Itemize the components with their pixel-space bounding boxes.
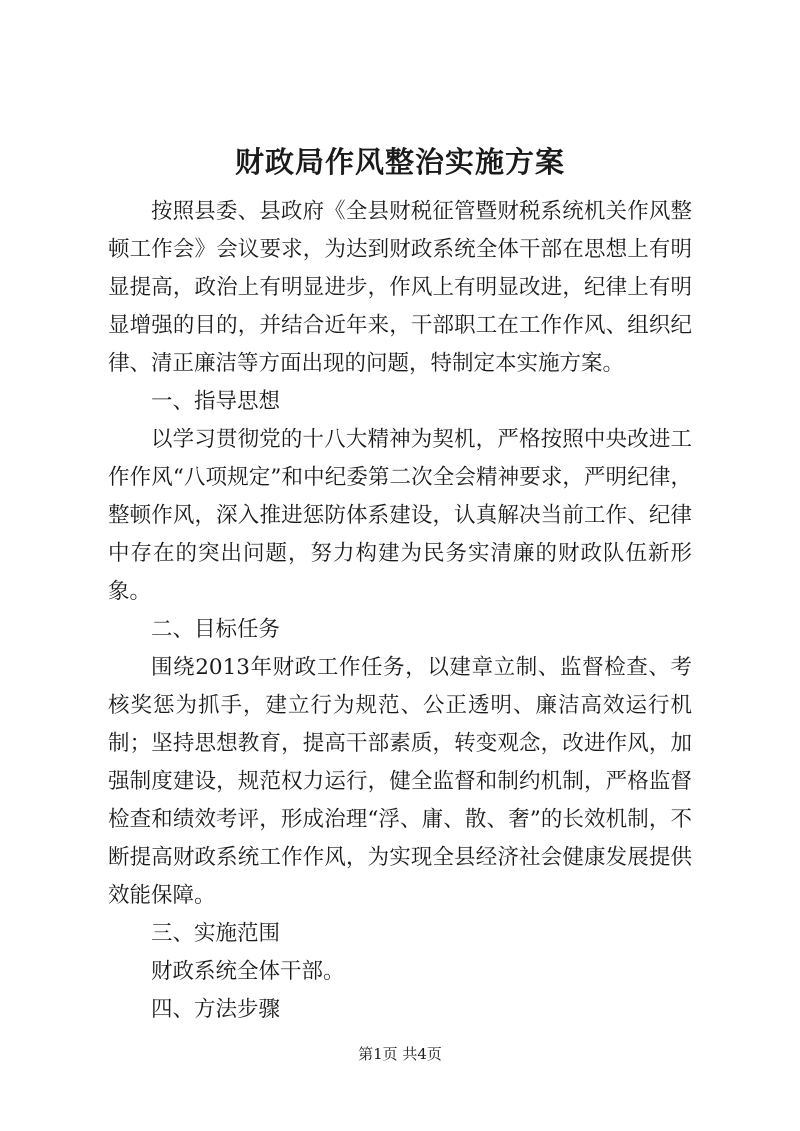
objectives-paragraph: 围绕2013年财政工作任务，以建章立制、监督检查、考核奖惩为抓手，建立行为规范、公正透明、廉洁高效运行机制；坚持思想教育，提高干部素质，转变观念，改进作风，加强制度建设，规范权力运行，健全监督和制约机制，严格监督检查和绩效考评，形成治理“浮、庸、散、奢”的长效机制，不断提高财政系统工作作风，为实现全县经济社会健康发展提供效能保障。 [108,655,692,908]
scope-paragraph: 财政系统全体干部。 [151,959,345,984]
section-heading-scope: 三、实施范围 [151,921,281,946]
section-heading-guiding-thought: 一、指导思想 [151,389,281,414]
section-heading-methods: 四、方法步骤 [151,997,281,1022]
page-number-footer: 第1页 共4页 [358,1045,442,1063]
document-title: 财政局作风整治实施方案 [234,145,565,179]
document-body [108,193,692,1029]
intro-paragraph: 按照县委、县政府《全县财税征管暨财税系统机关作风整顿工作会》会议要求，为达到财政系统全体干部在思想上有明显提高，政治上有明显进步，作风上有明显改进，纪律上有明显增强的目的，并结合近年来，干部职工在工作作风、组织纪律、清正廉洁等方面出现的问题，特制定本实施方案。 [108,199,692,376]
guiding-thought-paragraph: 以学习贯彻党的十八大精神为契机，严格按照中央改进工作作风“八项规定”和中纪委第二次全会精神要求，严明纪律，整顿作风，深入推进惩防体系建设，认真解决当前工作、纪律中存在的突出问题，努力构建为民务实清廉的财政队伍新形象。 [108,427,692,604]
section-heading-objectives: 二、目标任务 [151,617,281,642]
